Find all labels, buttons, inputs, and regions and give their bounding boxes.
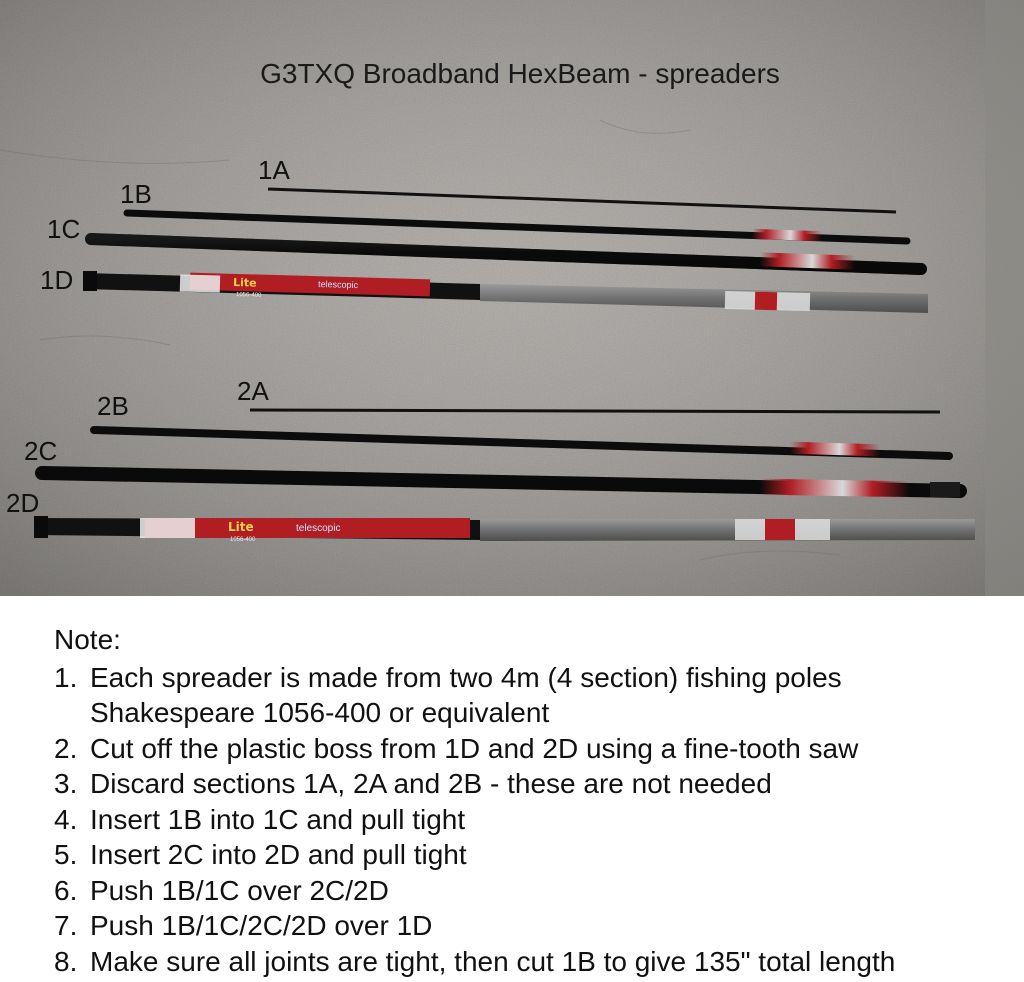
assembly-notes	[54, 622, 1014, 979]
note-number: 1.	[54, 661, 78, 693]
pole-2A	[250, 410, 940, 412]
note-number: 6.	[54, 874, 78, 906]
note-number: 5.	[54, 839, 78, 870]
note-text: Discard sections 1A, 2A and 2B - these are not needed	[90, 768, 772, 799]
note-number: 3.	[54, 768, 78, 799]
note-item	[54, 766, 1014, 802]
pole-1D-series-print: telescopic	[317, 279, 359, 291]
note-item	[54, 660, 1014, 696]
pole-1D-brand-print: Lite	[232, 276, 257, 290]
label-2C: 2C	[24, 436, 58, 466]
label-1A: 1A	[258, 155, 290, 185]
note-number: 7.	[54, 910, 78, 941]
note-item	[54, 802, 1014, 838]
note-text: Push 1B/1C over 2C/2D	[90, 874, 389, 906]
notes-heading: Note:	[54, 624, 121, 655]
note-text: Make sure all joints are tight, then cut 1B to give 135" total length	[90, 945, 896, 977]
label-2D: 2D	[6, 488, 40, 518]
note-number: 2.	[54, 732, 78, 764]
pole-2D-brand-print: Lite	[228, 520, 254, 534]
note-item	[54, 731, 1014, 767]
pole-1D-model-print: 1056-400	[235, 292, 262, 299]
label-2A: 2A	[237, 376, 269, 406]
note-text: Cut off the plastic boss from 1D and 2D using a fine-tooth saw	[90, 732, 859, 764]
note-text: Each spreader is made from two 4m (4 section) fishing poles	[90, 661, 842, 693]
note-text: Push 1B/1C/2C/2D over 1D	[90, 910, 433, 941]
note-item	[54, 944, 1014, 980]
note-number: 4.	[54, 803, 78, 835]
label-1C: 1C	[47, 214, 81, 244]
label-1B: 1B	[120, 179, 152, 209]
note-item	[54, 908, 1014, 944]
pole-2D-series-print: telescopic	[296, 523, 341, 534]
note-item	[54, 837, 1014, 873]
note-continuation: Shakespeare 1056-400 or equivalent	[90, 697, 550, 728]
note-number: 8.	[54, 945, 78, 977]
label-1D: 1D	[40, 265, 74, 295]
pole-2D-model-print: 1056-400	[230, 537, 256, 543]
label-2B: 2B	[97, 391, 129, 421]
figure-title: G3TXQ Broadband HexBeam - spreaders	[260, 58, 780, 89]
note-text: Insert 1B into 1C and pull tight	[90, 803, 466, 835]
pole-2D	[34, 516, 975, 541]
note-item	[54, 873, 1014, 909]
note-text: Insert 2C into 2D and pull tight	[90, 839, 467, 870]
